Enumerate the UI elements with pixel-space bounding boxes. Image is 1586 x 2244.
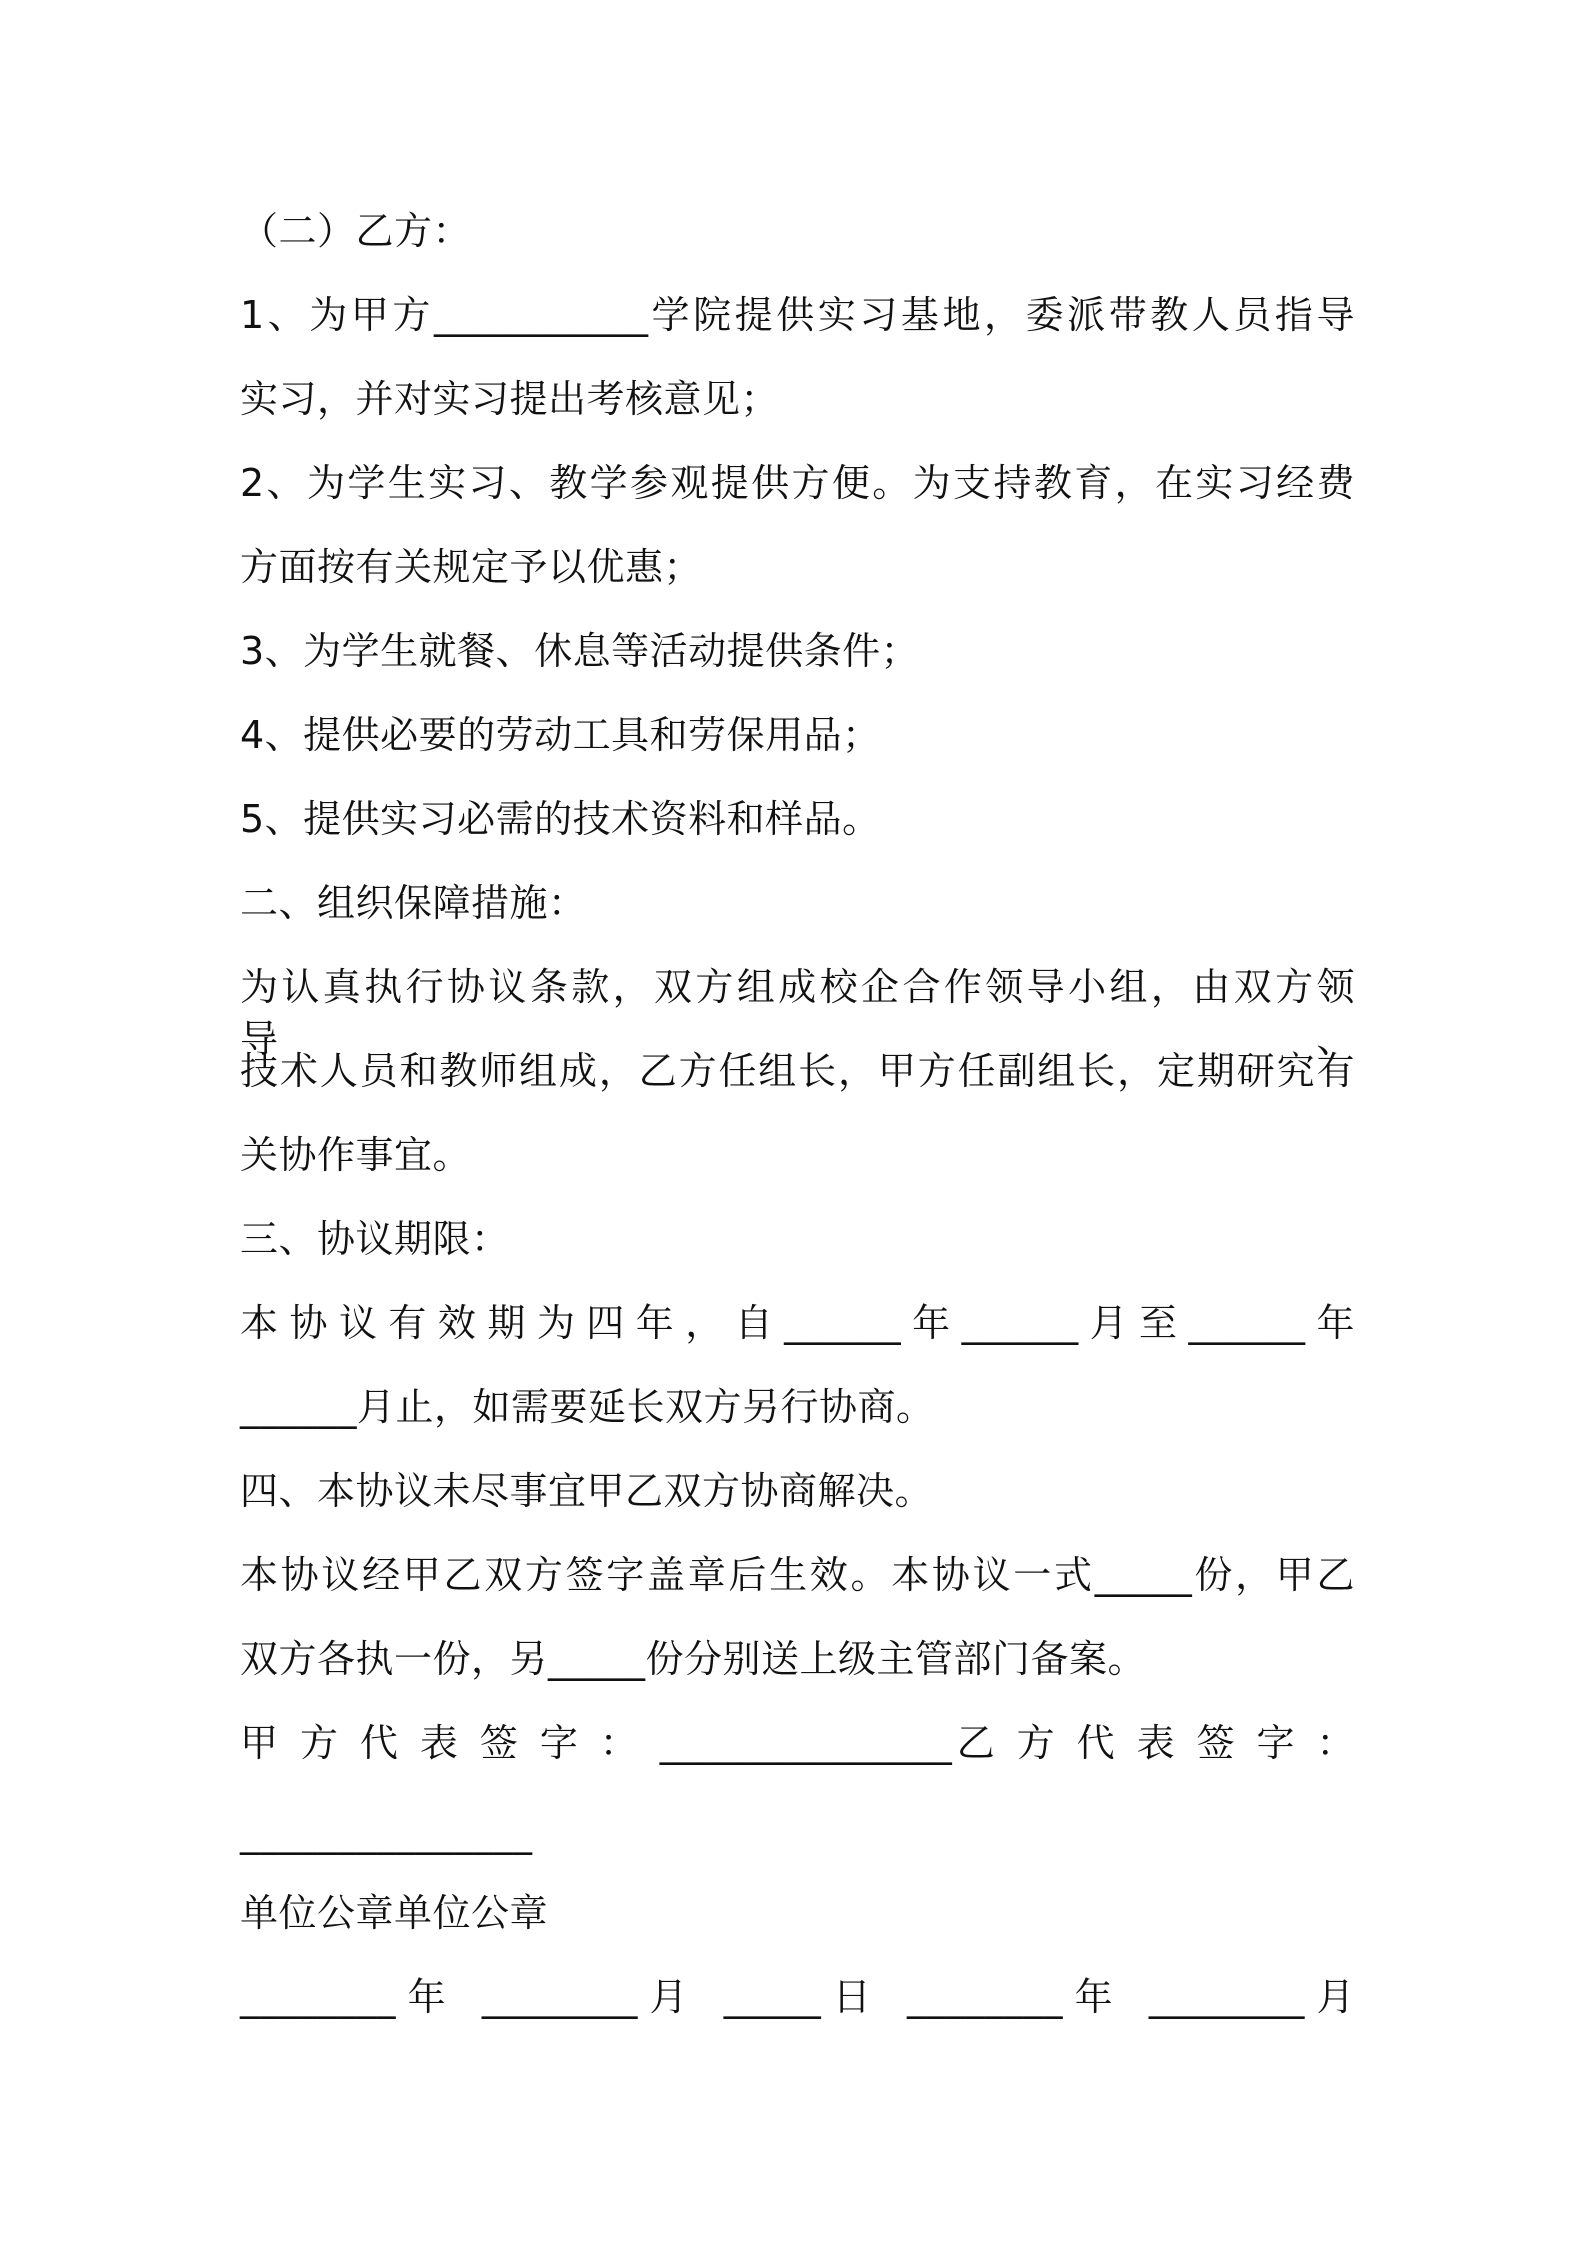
clause-b-2-cont: 方面按有关规定予以优惠； xyxy=(240,545,703,589)
effect-paragraph-line-2: 双方各执一份，另_____份分别送上级主管部门备案。 xyxy=(240,1637,1147,1681)
section-heading-party-b: （二）乙方： xyxy=(240,209,472,253)
section-heading-term: 三、协议期限： xyxy=(240,1217,510,1261)
date-line: ________年 ________月 _____日 ________年 ________月 xyxy=(240,1975,1355,2019)
section-heading-organization: 二、组织保障措施： xyxy=(240,881,587,925)
term-paragraph-line-2: ______月止，如需要延长双方另行协商。 xyxy=(240,1385,935,1429)
effect-paragraph-line-1: 本协议经甲乙双方签字盖章后生效。本协议一式_____份，甲乙 xyxy=(240,1553,1355,1597)
signature-blank: _______________ xyxy=(240,1811,533,1855)
clause-b-1: 1、为甲方___________学院提供实习基地，委派带教人员指导 xyxy=(240,293,1355,337)
organization-paragraph-line-1: 为认真执行协议条款，双方组成校企合作领导小组，由双方领导、 xyxy=(240,965,1355,1061)
company-seal-label: 单位公章单位公章 xyxy=(240,1891,549,1935)
signature-line: 甲 方 代 表 签 字 ： _______________乙 方 代 表 签 字 ： xyxy=(240,1721,1355,1765)
clause-b-2: 2、为学生实习、教学参观提供方便。为支持教育，在实习经费 xyxy=(240,461,1355,505)
clause-b-4: 4、提供必要的劳动工具和劳保用品； xyxy=(240,713,881,757)
clause-b-3: 3、为学生就餐、休息等活动提供条件； xyxy=(240,629,920,673)
clause-b-5: 5、提供实习必需的技术资料和样品。 xyxy=(240,797,881,841)
term-paragraph-line-1: 本协议有效期为四年，自______年______月至______年 xyxy=(240,1301,1355,1345)
clause-b-1-cont: 实习，并对实习提出考核意见； xyxy=(240,377,780,421)
organization-paragraph-line-3: 关协作事宜。 xyxy=(240,1133,472,1177)
organization-paragraph-line-2: 技术人员和教师组成，乙方任组长，甲方任副组长，定期研究有 xyxy=(240,1049,1355,1093)
section-heading-other-matters: 四、本协议未尽事宜甲乙双方协商解决。 xyxy=(240,1469,934,1513)
